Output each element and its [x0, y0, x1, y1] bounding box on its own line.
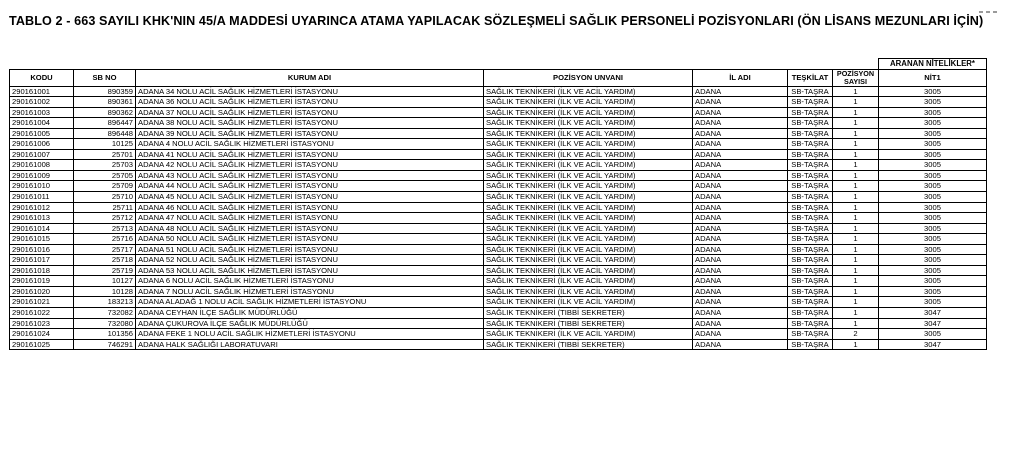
cell-il-adi: ADANA	[693, 170, 788, 181]
cell-pozisyon-sayisi: 1	[833, 255, 879, 266]
table-row	[10, 86, 987, 97]
cell-kodu: 290161021	[10, 297, 74, 308]
cell-nit1: 3005	[879, 286, 987, 297]
cell-kodu: 290161005	[10, 128, 74, 139]
cell-pozisyon-sayisi: 1	[833, 276, 879, 287]
cell-teskilat: SB-TAŞRA	[788, 297, 833, 308]
cell-pozisyon-unvani: SAĞLIK TEKNİKERİ (İLK VE ACİL YARDIM)	[484, 202, 693, 213]
cell-nit1: 3005	[879, 223, 987, 234]
cell-kodu: 290161023	[10, 318, 74, 329]
table-row	[10, 128, 987, 139]
cell-sb-no: 25711	[74, 202, 136, 213]
cell-teskilat: SB-TAŞRA	[788, 339, 833, 350]
cell-pozisyon-sayisi: 1	[833, 149, 879, 160]
cell-sb-no: 10128	[74, 286, 136, 297]
cell-pozisyon-sayisi: 2	[833, 329, 879, 340]
cell-pozisyon-sayisi: 1	[833, 223, 879, 234]
table-row	[10, 297, 987, 308]
cell-kodu: 290161020	[10, 286, 74, 297]
cell-kodu: 290161003	[10, 107, 74, 118]
cell-nit1: 3005	[879, 128, 987, 139]
group-header-qualifications: ARANAN NİTELİKLER*	[879, 59, 987, 70]
cell-kurum-adi: ADANA 53 NOLU ACİL SAĞLIK HİZMETLERİ İSTASYONU	[136, 265, 484, 276]
cell-kodu: 290161019	[10, 276, 74, 287]
table-row	[10, 118, 987, 129]
cell-teskilat: SB-TAŞRA	[788, 234, 833, 245]
cell-teskilat: SB-TAŞRA	[788, 244, 833, 255]
cell-kurum-adi: ADANA HALK SAĞLIĞI LABORATUVARI	[136, 339, 484, 350]
cell-teskilat: SB-TAŞRA	[788, 86, 833, 97]
cell-pozisyon-unvani: SAĞLIK TEKNİKERİ (TIBBİ SEKRETER)	[484, 339, 693, 350]
cell-pozisyon-unvani: SAĞLIK TEKNİKERİ (İLK VE ACİL YARDIM)	[484, 97, 693, 108]
table-row	[10, 181, 987, 192]
cell-pozisyon-unvani: SAĞLIK TEKNİKERİ (İLK VE ACİL YARDIM)	[484, 139, 693, 150]
cell-pozisyon-sayisi: 1	[833, 213, 879, 224]
cell-il-adi: ADANA	[693, 107, 788, 118]
cell-teskilat: SB-TAŞRA	[788, 318, 833, 329]
table-row	[10, 339, 987, 350]
table-row	[10, 276, 987, 287]
cell-pozisyon-unvani: SAĞLIK TEKNİKERİ (İLK VE ACİL YARDIM)	[484, 255, 693, 266]
cell-kodu: 290161024	[10, 329, 74, 340]
table-row	[10, 329, 987, 340]
cell-kurum-adi: ADANA 52 NOLU ACİL SAĞLIK HİZMETLERİ İSTASYONU	[136, 255, 484, 266]
cell-sb-no: 890359	[74, 86, 136, 97]
cell-pozisyon-unvani: SAĞLIK TEKNİKERİ (İLK VE ACİL YARDIM)	[484, 234, 693, 245]
column-header-sb-no: SB NO	[74, 69, 136, 86]
cell-nit1: 3005	[879, 118, 987, 129]
column-header-nit1: NİT1	[879, 69, 987, 86]
cell-teskilat: SB-TAŞRA	[788, 223, 833, 234]
cell-nit1: 3005	[879, 181, 987, 192]
cell-sb-no: 25701	[74, 149, 136, 160]
cell-kurum-adi: ADANA 42 NOLU ACİL SAĞLIK HİZMETLERİ İSTASYONU	[136, 160, 484, 171]
cell-teskilat: SB-TAŞRA	[788, 276, 833, 287]
cell-il-adi: ADANA	[693, 86, 788, 97]
cell-nit1: 3005	[879, 244, 987, 255]
cell-kodu: 290161016	[10, 244, 74, 255]
table-row	[10, 192, 987, 203]
cell-pozisyon-sayisi: 1	[833, 160, 879, 171]
cell-pozisyon-sayisi: 1	[833, 265, 879, 276]
cell-kurum-adi: ADANA 48 NOLU ACİL SAĞLIK HİZMETLERİ İSTASYONU	[136, 223, 484, 234]
table-row	[10, 139, 987, 150]
cell-pozisyon-sayisi: 1	[833, 181, 879, 192]
cell-il-adi: ADANA	[693, 286, 788, 297]
cell-pozisyon-unvani: SAĞLIK TEKNİKERİ (İLK VE ACİL YARDIM)	[484, 223, 693, 234]
table-row	[10, 149, 987, 160]
cell-pozisyon-sayisi: 1	[833, 318, 879, 329]
cell-teskilat: SB-TAŞRA	[788, 139, 833, 150]
cell-nit1: 3047	[879, 339, 987, 350]
cell-pozisyon-unvani: SAĞLIK TEKNİKERİ (İLK VE ACİL YARDIM)	[484, 128, 693, 139]
cell-kodu: 290161007	[10, 149, 74, 160]
table-row	[10, 244, 987, 255]
page-corner-mark	[979, 0, 1009, 3]
cell-kurum-adi: ADANA 7 NOLU ACİL SAĞLIK HİZMETLERİ İSTASYONU	[136, 286, 484, 297]
cell-sb-no: 732082	[74, 308, 136, 319]
cell-kodu: 290161015	[10, 234, 74, 245]
table-row	[10, 170, 987, 181]
cell-il-adi: ADANA	[693, 265, 788, 276]
cell-pozisyon-sayisi: 1	[833, 86, 879, 97]
table-row	[10, 234, 987, 245]
cell-nit1: 3005	[879, 255, 987, 266]
cell-pozisyon-unvani: SAĞLIK TEKNİKERİ (İLK VE ACİL YARDIM)	[484, 265, 693, 276]
cell-pozisyon-unvani: SAĞLIK TEKNİKERİ (TIBBİ SEKRETER)	[484, 318, 693, 329]
cell-il-adi: ADANA	[693, 329, 788, 340]
cell-nit1: 3005	[879, 139, 987, 150]
cell-teskilat: SB-TAŞRA	[788, 308, 833, 319]
cell-sb-no: 25718	[74, 255, 136, 266]
cell-pozisyon-unvani: SAĞLIK TEKNİKERİ (İLK VE ACİL YARDIM)	[484, 118, 693, 129]
cell-kodu: 290161018	[10, 265, 74, 276]
cell-pozisyon-sayisi: 1	[833, 297, 879, 308]
cell-kodu: 290161006	[10, 139, 74, 150]
cell-pozisyon-sayisi: 1	[833, 139, 879, 150]
cell-kodu: 290161013	[10, 213, 74, 224]
cell-sb-no: 746291	[74, 339, 136, 350]
cell-nit1: 3005	[879, 97, 987, 108]
cell-kodu: 290161012	[10, 202, 74, 213]
cell-sb-no: 183213	[74, 297, 136, 308]
cell-teskilat: SB-TAŞRA	[788, 107, 833, 118]
cell-teskilat: SB-TAŞRA	[788, 181, 833, 192]
cell-kodu: 290161009	[10, 170, 74, 181]
cell-kurum-adi: ADANA 47 NOLU ACİL SAĞLIK HİZMETLERİ İSTASYONU	[136, 213, 484, 224]
cell-kurum-adi: ADANA CEYHAN İLÇE SAĞLIK MÜDÜRLÜĞÜ	[136, 308, 484, 319]
cell-kurum-adi: ADANA 37 NOLU ACİL SAĞLIK HİZMETLERİ İSTASYONU	[136, 107, 484, 118]
cell-nit1: 3005	[879, 160, 987, 171]
cell-kodu: 290161017	[10, 255, 74, 266]
cell-il-adi: ADANA	[693, 139, 788, 150]
table-row	[10, 213, 987, 224]
cell-kurum-adi: ADANA 38 NOLU ACİL SAĞLIK HİZMETLERİ İSTASYONU	[136, 118, 484, 129]
cell-nit1: 3005	[879, 265, 987, 276]
cell-sb-no: 25712	[74, 213, 136, 224]
cell-nit1: 3005	[879, 192, 987, 203]
cell-pozisyon-unvani: SAĞLIK TEKNİKERİ (İLK VE ACİL YARDIM)	[484, 286, 693, 297]
column-header-pozisyon-line1: POZİSYON	[836, 69, 875, 78]
cell-il-adi: ADANA	[693, 308, 788, 319]
cell-kodu: 290161004	[10, 118, 74, 129]
cell-pozisyon-unvani: SAĞLIK TEKNİKERİ (İLK VE ACİL YARDIM)	[484, 181, 693, 192]
cell-il-adi: ADANA	[693, 223, 788, 234]
cell-kurum-adi: ADANA 34 NOLU ACİL SAĞLIK HİZMETLERİ İSTASYONU	[136, 86, 484, 97]
cell-sb-no: 10127	[74, 276, 136, 287]
cell-pozisyon-sayisi: 1	[833, 192, 879, 203]
cell-sb-no: 25717	[74, 244, 136, 255]
cell-nit1: 3005	[879, 234, 987, 245]
cell-teskilat: SB-TAŞRA	[788, 202, 833, 213]
cell-kurum-adi: ADANA ÇUKUROVA İLÇE SAĞLIK MÜDÜRLÜĞÜ	[136, 318, 484, 329]
column-header-il-adi: İL ADI	[693, 69, 788, 86]
cell-kurum-adi: ADANA 39 NOLU ACİL SAĞLIK HİZMETLERİ İSTASYONU	[136, 128, 484, 139]
cell-pozisyon-unvani: SAĞLIK TEKNİKERİ (TIBBİ SEKRETER)	[484, 308, 693, 319]
cell-sb-no: 732080	[74, 318, 136, 329]
table-row	[10, 160, 987, 171]
cell-pozisyon-sayisi: 1	[833, 118, 879, 129]
cell-kodu: 290161002	[10, 97, 74, 108]
cell-pozisyon-sayisi: 1	[833, 339, 879, 350]
cell-pozisyon-sayisi: 1	[833, 308, 879, 319]
cell-sb-no: 101356	[74, 329, 136, 340]
cell-kurum-adi: ADANA 45 NOLU ACİL SAĞLIK HİZMETLERİ İSTASYONU	[136, 192, 484, 203]
cell-nit1: 3005	[879, 170, 987, 181]
cell-sb-no: 896447	[74, 118, 136, 129]
cell-il-adi: ADANA	[693, 160, 788, 171]
cell-il-adi: ADANA	[693, 181, 788, 192]
cell-pozisyon-sayisi: 1	[833, 202, 879, 213]
cell-il-adi: ADANA	[693, 297, 788, 308]
cell-pozisyon-unvani: SAĞLIK TEKNİKERİ (İLK VE ACİL YARDIM)	[484, 192, 693, 203]
cell-il-adi: ADANA	[693, 255, 788, 266]
cell-pozisyon-sayisi: 1	[833, 244, 879, 255]
cell-kurum-adi: ADANA ALADAĞ 1 NOLU ACİL SAĞLIK HİZMETLERİ İSTASYONU	[136, 297, 484, 308]
cell-pozisyon-unvani: SAĞLIK TEKNİKERİ (İLK VE ACİL YARDIM)	[484, 149, 693, 160]
cell-sb-no: 25719	[74, 265, 136, 276]
cell-sb-no: 25705	[74, 170, 136, 181]
cell-kurum-adi: ADANA 6 NOLU ACİL SAĞLIK HİZMETLERİ İSTASYONU	[136, 276, 484, 287]
cell-sb-no: 890361	[74, 97, 136, 108]
cell-kodu: 290161001	[10, 86, 74, 97]
cell-nit1: 3005	[879, 213, 987, 224]
cell-kurum-adi: ADANA 51 NOLU ACİL SAĞLIK HİZMETLERİ İSTASYONU	[136, 244, 484, 255]
cell-teskilat: SB-TAŞRA	[788, 265, 833, 276]
cell-il-adi: ADANA	[693, 339, 788, 350]
cell-kodu: 290161022	[10, 308, 74, 319]
cell-sb-no: 25713	[74, 223, 136, 234]
cell-teskilat: SB-TAŞRA	[788, 255, 833, 266]
positions-table	[9, 58, 987, 350]
cell-nit1: 3005	[879, 329, 987, 340]
cell-teskilat: SB-TAŞRA	[788, 97, 833, 108]
cell-pozisyon-unvani: SAĞLIK TEKNİKERİ (İLK VE ACİL YARDIM)	[484, 244, 693, 255]
cell-pozisyon-sayisi: 1	[833, 128, 879, 139]
group-header-row	[10, 59, 987, 70]
column-header-teskilat: TEŞKİLAT	[788, 69, 833, 86]
cell-pozisyon-unvani: SAĞLIK TEKNİKERİ (İLK VE ACİL YARDIM)	[484, 213, 693, 224]
cell-sb-no: 890362	[74, 107, 136, 118]
table-row	[10, 223, 987, 234]
cell-kurum-adi: ADANA 36 NOLU ACİL SAĞLIK HİZMETLERİ İSTASYONU	[136, 97, 484, 108]
cell-pozisyon-sayisi: 1	[833, 234, 879, 245]
column-header-pozisyon-line2: SAYISI	[844, 76, 867, 86]
cell-sb-no: 25710	[74, 192, 136, 203]
cell-pozisyon-unvani: SAĞLIK TEKNİKERİ (İLK VE ACİL YARDIM)	[484, 297, 693, 308]
cell-nit1: 3047	[879, 308, 987, 319]
cell-il-adi: ADANA	[693, 97, 788, 108]
cell-il-adi: ADANA	[693, 118, 788, 129]
cell-teskilat: SB-TAŞRA	[788, 118, 833, 129]
cell-teskilat: SB-TAŞRA	[788, 149, 833, 160]
cell-pozisyon-unvani: SAĞLIK TEKNİKERİ (İLK VE ACİL YARDIM)	[484, 86, 693, 97]
table-row	[10, 107, 987, 118]
cell-pozisyon-sayisi: 1	[833, 107, 879, 118]
cell-kurum-adi: ADANA 41 NOLU ACİL SAĞLIK HİZMETLERİ İSTASYONU	[136, 149, 484, 160]
column-header-kodu: KODU	[10, 69, 74, 86]
cell-teskilat: SB-TAŞRA	[788, 192, 833, 203]
cell-teskilat: SB-TAŞRA	[788, 128, 833, 139]
cell-teskilat: SB-TAŞRA	[788, 170, 833, 181]
cell-sb-no: 25716	[74, 234, 136, 245]
cell-il-adi: ADANA	[693, 318, 788, 329]
cell-kurum-adi: ADANA 43 NOLU ACİL SAĞLIK HİZMETLERİ İSTASYONU	[136, 170, 484, 181]
cell-nit1: 3047	[879, 318, 987, 329]
column-header-pozisyon-sayisi	[833, 69, 879, 86]
cell-il-adi: ADANA	[693, 192, 788, 203]
cell-il-adi: ADANA	[693, 149, 788, 160]
cell-kodu: 290161011	[10, 192, 74, 203]
cell-kodu: 290161008	[10, 160, 74, 171]
cell-nit1: 3005	[879, 86, 987, 97]
cell-teskilat: SB-TAŞRA	[788, 160, 833, 171]
cell-teskilat: SB-TAŞRA	[788, 329, 833, 340]
cell-il-adi: ADANA	[693, 244, 788, 255]
cell-kurum-adi: ADANA 4 NOLU ACİL SAĞLIK HİZMETLERİ İSTASYONU	[136, 139, 484, 150]
cell-pozisyon-unvani: SAĞLIK TEKNİKERİ (İLK VE ACİL YARDIM)	[484, 329, 693, 340]
cell-pozisyon-unvani: SAĞLIK TEKNİKERİ (İLK VE ACİL YARDIM)	[484, 160, 693, 171]
cell-il-adi: ADANA	[693, 213, 788, 224]
cell-sb-no: 10125	[74, 139, 136, 150]
cell-sb-no: 25703	[74, 160, 136, 171]
cell-kodu: 290161014	[10, 223, 74, 234]
table-row	[10, 308, 987, 319]
page-title: TABLO 2 - 663 SAYILI KHK'NIN 45/A MADDESİ UYARINCA ATAMA YAPILACAK SÖZLEŞMELİ SAĞLIK PERSONELİ POZİSYONLARI (ÖN LİSANS MEZUNLARI İÇİN)	[9, 14, 984, 28]
column-header-kurum-adi: KURUM ADI	[136, 69, 484, 86]
table-row	[10, 97, 987, 108]
cell-kodu: 290161010	[10, 181, 74, 192]
column-header-row	[10, 69, 987, 86]
table-row	[10, 255, 987, 266]
cell-kurum-adi: ADANA 44 NOLU ACİL SAĞLIK HİZMETLERİ İSTASYONU	[136, 181, 484, 192]
cell-kurum-adi: ADANA FEKE 1 NOLU ACİL SAĞLIK HİZMETLERİ İSTASYONU	[136, 329, 484, 340]
cell-nit1: 3005	[879, 202, 987, 213]
cell-nit1: 3005	[879, 149, 987, 160]
cell-il-adi: ADANA	[693, 276, 788, 287]
cell-kodu: 290161025	[10, 339, 74, 350]
cell-teskilat: SB-TAŞRA	[788, 286, 833, 297]
table-row	[10, 286, 987, 297]
cell-pozisyon-unvani: SAĞLIK TEKNİKERİ (İLK VE ACİL YARDIM)	[484, 107, 693, 118]
cell-nit1: 3005	[879, 276, 987, 287]
column-header-pozisyon-unvani: POZİSYON UNVANI	[484, 69, 693, 86]
cell-sb-no: 25709	[74, 181, 136, 192]
table-row	[10, 265, 987, 276]
cell-pozisyon-unvani: SAĞLIK TEKNİKERİ (İLK VE ACİL YARDIM)	[484, 170, 693, 181]
cell-il-adi: ADANA	[693, 128, 788, 139]
cell-pozisyon-sayisi: 1	[833, 170, 879, 181]
cell-pozisyon-unvani: SAĞLIK TEKNİKERİ (İLK VE ACİL YARDIM)	[484, 276, 693, 287]
cell-nit1: 3005	[879, 107, 987, 118]
cell-nit1: 3005	[879, 297, 987, 308]
cell-pozisyon-sayisi: 1	[833, 286, 879, 297]
cell-il-adi: ADANA	[693, 202, 788, 213]
cell-teskilat: SB-TAŞRA	[788, 213, 833, 224]
cell-il-adi: ADANA	[693, 234, 788, 245]
cell-pozisyon-sayisi: 1	[833, 97, 879, 108]
table-row	[10, 318, 987, 329]
cell-kurum-adi: ADANA 46 NOLU ACİL SAĞLIK HİZMETLERİ İSTASYONU	[136, 202, 484, 213]
cell-kurum-adi: ADANA 50 NOLU ACİL SAĞLIK HİZMETLERİ İSTASYONU	[136, 234, 484, 245]
cell-sb-no: 896448	[74, 128, 136, 139]
table-row	[10, 202, 987, 213]
